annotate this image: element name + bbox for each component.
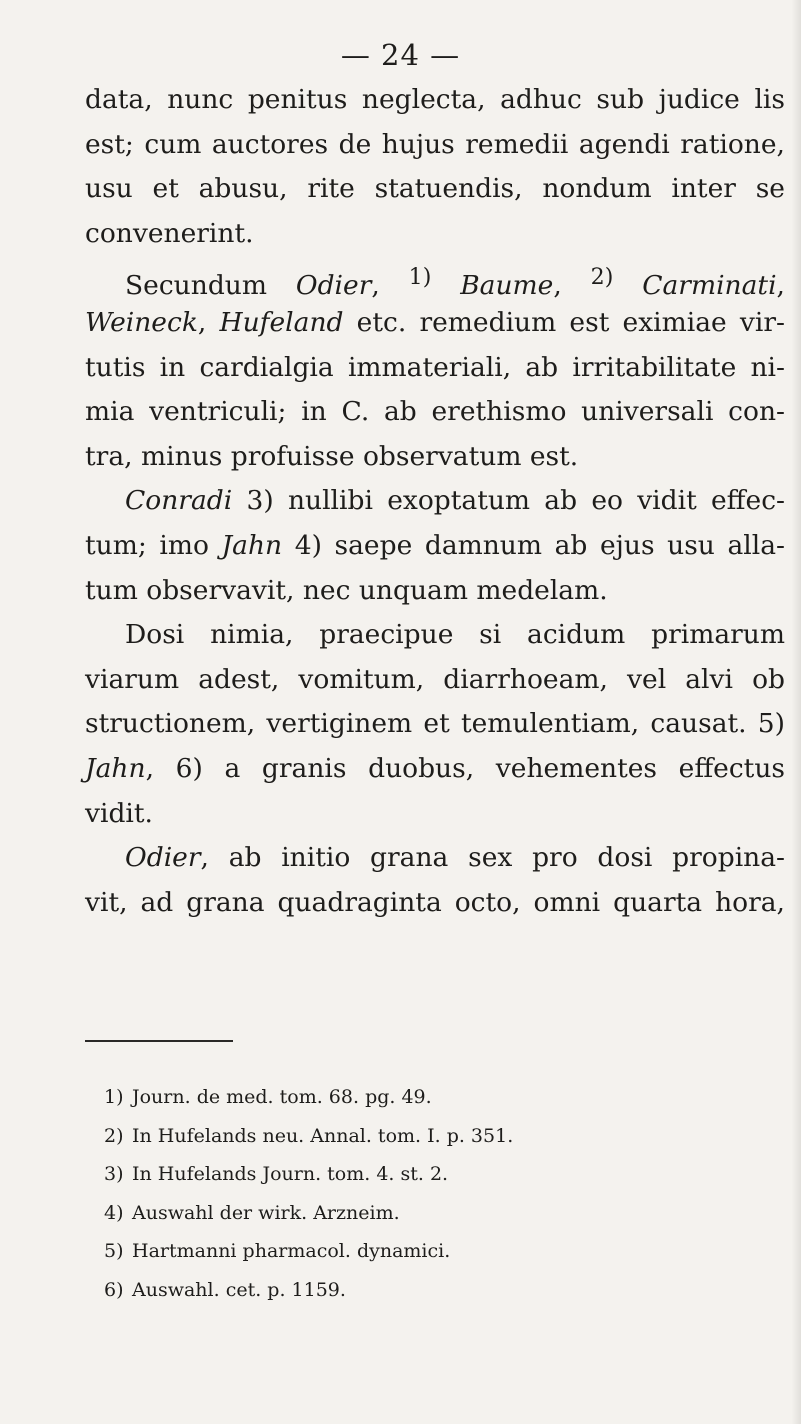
page-edge-shadow xyxy=(791,0,801,1424)
author-name: Jahn xyxy=(221,529,283,561)
footnote-divider xyxy=(85,1040,233,1042)
footnote-marker: 6) xyxy=(104,1278,124,1301)
text-fragment: Secundum xyxy=(125,270,296,302)
text-line xyxy=(85,301,785,346)
author-name: Odier xyxy=(125,842,201,874)
author-name: Carminati xyxy=(642,270,777,302)
text-fragment: , xyxy=(145,752,176,784)
footnote-marker: 1) xyxy=(104,1086,124,1108)
text-line: mia ventriculi; in C. ab erethismo universali con- xyxy=(85,396,785,428)
text-fragment xyxy=(431,270,460,301)
text-line: vit, ad grana quadraginta octo, omni quarta hora, xyxy=(85,886,785,918)
text-line xyxy=(85,256,785,301)
footnote-marker: 2) xyxy=(104,1124,124,1147)
text-line: tutis in cardialgia immateriali, ab irritabilitate ni- xyxy=(85,351,785,383)
text-fragment: saepe damnum ab ejus usu alla- xyxy=(321,529,785,561)
footnote-marker: 4) xyxy=(104,1201,124,1224)
footnote xyxy=(104,1155,704,1194)
text-fragment: etc. remedium est eximiae vir- xyxy=(343,306,785,338)
page-number: — 24 — xyxy=(340,38,461,72)
text-line xyxy=(85,836,785,881)
footnote xyxy=(104,1117,704,1156)
footnote xyxy=(104,1232,704,1271)
text-line: convenerint. xyxy=(85,217,254,249)
author-name: Hufeland xyxy=(219,306,344,338)
text-line xyxy=(85,524,785,569)
text-fragment: , xyxy=(553,270,591,302)
text-line xyxy=(85,479,785,524)
text-fragment: tum; imo xyxy=(85,529,222,561)
text-line: viarum adest, vomitum, diarrhoeam, vel alvi ob xyxy=(85,663,785,695)
text-fragment: , ab initio grana sex pro dosi propina- xyxy=(200,842,785,874)
author-name: Baume xyxy=(460,270,554,302)
author-name: Conradi xyxy=(125,485,233,517)
footnote xyxy=(104,1271,704,1310)
footnote-ref: 1) xyxy=(408,265,432,291)
footnote xyxy=(104,1194,704,1233)
text-fragment xyxy=(232,485,246,516)
text-fragment xyxy=(282,530,295,561)
footnote-ref: 4) xyxy=(294,529,322,561)
text-fragment: , xyxy=(776,270,785,302)
footnote-marker: 3) xyxy=(104,1163,124,1185)
footnote-text: Journ. de med. tom. 68. pg. 49. xyxy=(132,1086,432,1108)
footnote-text: In Hufelands Journ. tom. 4. st. 2. xyxy=(132,1163,449,1185)
footnote-text: In Hufelands neu. Annal. tom. I. p. 351. xyxy=(132,1124,514,1147)
text-line: est; cum auctores de hujus remedii agendi ratione, xyxy=(85,128,785,160)
footnote xyxy=(104,1078,704,1117)
text-line: usu et abusu, rite statuendis, nondum inter se xyxy=(85,173,785,205)
text-fragment: nullibi exoptatum ab eo vidit effec- xyxy=(273,485,785,517)
text-line xyxy=(85,747,785,792)
footnote-ref: 3) xyxy=(246,485,274,517)
text-line: structionem, vertiginem et temulentiam, causat. 5) xyxy=(85,708,785,740)
footnote-text: Auswahl. cet. p. 1159. xyxy=(132,1278,346,1301)
main-text xyxy=(85,78,785,925)
text-line: Dosi nimia, praecipue si acidum primarum xyxy=(125,619,785,651)
footnotes xyxy=(104,1078,704,1309)
footnote-text: Auswahl der wirk. Arzneim. xyxy=(132,1201,400,1224)
footnote-ref: 6) xyxy=(175,752,203,784)
text-line: tra, minus profuisse observatum est. xyxy=(85,440,579,472)
text-fragment xyxy=(613,270,642,301)
author-name: Weineck xyxy=(85,306,198,338)
footnote-ref: 2) xyxy=(590,265,614,291)
author-name: Jahn xyxy=(85,752,146,784)
text-fragment: , xyxy=(197,306,220,338)
text-fragment: , xyxy=(371,270,409,302)
text-line: data, nunc penitus neglecta, adhuc sub judice lis xyxy=(85,84,785,115)
footnote-marker: 5) xyxy=(104,1240,124,1262)
text-line: tum observavit, nec unquam medelam. xyxy=(85,574,608,606)
text-line: vidit. xyxy=(85,797,153,829)
footnote-text: Hartmanni pharmacol. dynamici. xyxy=(132,1240,451,1262)
author-name: Odier xyxy=(295,270,372,302)
text-fragment: a granis duobus, vehementes effectus xyxy=(202,752,785,784)
